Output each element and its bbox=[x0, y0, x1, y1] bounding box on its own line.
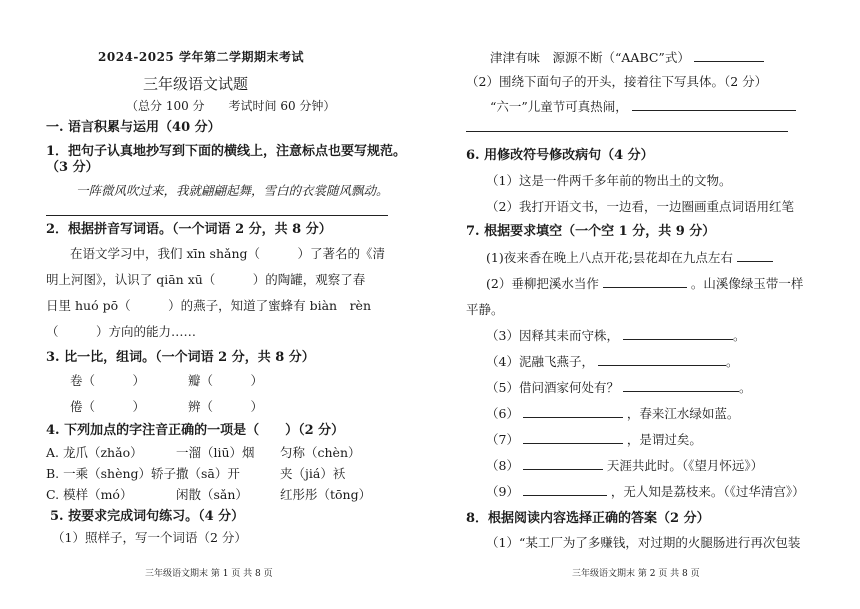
fill-sentence: （3）因释其耒而守株， 。 bbox=[486, 328, 746, 343]
option-a-word: 匀称（chèn） bbox=[280, 445, 361, 460]
fill-sentence: 平静。 bbox=[466, 302, 504, 317]
compare-item: 倦（ ） bbox=[70, 399, 146, 414]
page-footer: 三年级语文期末 第 1 页 共 8 页 bbox=[145, 569, 273, 579]
option-b: B. 一乘（shèng）轿子 bbox=[46, 466, 177, 481]
answer-blank[interactable] bbox=[623, 380, 739, 392]
question-2-line: 日里 huó pō（ ）的燕子，知道了蜜蜂有 biàn rèn bbox=[46, 298, 372, 313]
answer-blank[interactable] bbox=[623, 328, 733, 340]
page-footer: 三年级语文期末 第 2 页 共 8 页 bbox=[572, 569, 700, 579]
question-3-title: 3. 比一比，组词。（一个词语 2 分，共 8 分） bbox=[46, 350, 315, 365]
question-1-title: 1．把句子认真地抄写到下面的横线上，注意标点也要写规范。 bbox=[46, 144, 407, 159]
answer-blank[interactable] bbox=[523, 484, 607, 496]
question-7-title: 7. 根据要求填空（一个空 1 分，共 9 分） bbox=[466, 224, 716, 239]
question-2-line: 在语文学习中，我们 xīn shǎng（ ）了著名的《清 bbox=[70, 246, 386, 261]
compare-item: 卷（ ） bbox=[70, 373, 146, 388]
fill-sentence: （9） ，无人知是荔枝来。（《过华清宫》） bbox=[486, 484, 805, 499]
fill-sentence: (1)夜来香在晚上八点开花;昙花却在九点左右 bbox=[486, 250, 773, 265]
answer-blank[interactable] bbox=[598, 354, 726, 366]
option-c-word: 红彤彤（tōng） bbox=[280, 487, 372, 502]
question-1-sentence: 一阵微风吹过来，我就翩翩起舞，雪白的衣裳随风飘动。 bbox=[76, 183, 389, 198]
option-c: C. 模样（mó） bbox=[46, 487, 133, 502]
question-5-sub: （1）照样子，写一个词语（2 分） bbox=[52, 530, 247, 545]
answer-blank[interactable] bbox=[632, 99, 796, 111]
compare-item: 瓣（ ） bbox=[188, 373, 264, 388]
exam-title: 2024-2025 学年第二学期期末考试 bbox=[98, 50, 304, 64]
compare-item: 辨（ ） bbox=[188, 399, 264, 414]
question-2-line: （ ）方向的能力…… bbox=[46, 324, 197, 339]
section-heading: 一. 语言积累与运用（40 分） bbox=[46, 120, 221, 135]
exam-page-2 bbox=[430, 0, 860, 609]
option-a: A. 龙爪（zhǎo） bbox=[46, 445, 143, 460]
answer-blank[interactable] bbox=[737, 250, 773, 262]
paper-title: 三年级语文试题 bbox=[143, 75, 249, 93]
question-8-title: 8．根据阅读内容选择正确的答案（2 分） bbox=[466, 511, 710, 526]
sick-sentence: （2）我打开语文书，一边看，一边圈画重点词语用红笔 bbox=[486, 199, 794, 214]
fill-sentence: （7） ，是谓过矣。 bbox=[486, 432, 702, 447]
reading-sentence: （1）“某工厂为了多赚钱，对过期的火腿肠进行再次包装 bbox=[486, 535, 801, 550]
answer-blank[interactable] bbox=[523, 406, 623, 418]
writing-start: “六一”儿童节可真热闹， bbox=[490, 99, 796, 114]
question-5-sub: （2）围绕下面句子的开头，接着往下写具体。（2 分） bbox=[466, 74, 768, 89]
question-2-title: 2．根据拼音写词语。（一个词语 2 分，共 8 分） bbox=[46, 222, 332, 237]
answer-blank[interactable] bbox=[694, 50, 764, 62]
question-6-title: 6. 用修改符号修改病句（4 分） bbox=[466, 148, 654, 163]
answer-blank[interactable] bbox=[523, 432, 623, 444]
answer-blank[interactable] bbox=[603, 276, 687, 288]
option-b-word: 撒（sā）开 bbox=[176, 466, 240, 481]
fill-sentence: （8） 天涯共此时。（《望月怀远》） bbox=[486, 458, 764, 473]
answer-blank[interactable] bbox=[523, 458, 603, 470]
answer-line[interactable] bbox=[46, 215, 388, 216]
question-2-line: 明上河图》，认识了 qiān xū（ ）的陶罐，观察了春 bbox=[46, 272, 366, 287]
fill-sentence: （4）泥融飞燕子， 。 bbox=[486, 354, 739, 369]
fill-sentence: （6） ，春来江水绿如蓝。 bbox=[486, 406, 740, 421]
question-5-title: 5. 按要求完成词句练习。（4 分） bbox=[50, 509, 245, 524]
question-4-title: 4. 下列加点的字注音正确的一项是（ ）（2 分） bbox=[46, 423, 345, 438]
option-b-word: 夹（jiá）袄 bbox=[280, 466, 346, 481]
question-1-points: （3 分） bbox=[46, 160, 99, 175]
fill-sentence: (2）垂柳把溪水当作 。山溪像绿玉带一样 bbox=[486, 276, 804, 291]
sick-sentence: （1）这是一件两千多年前的物出土的文物。 bbox=[486, 173, 732, 188]
fill-sentence: （5）借问酒家何处有？ 。 bbox=[486, 380, 752, 395]
exam-info: （总分 100 分 考试时间 60 分钟） bbox=[126, 99, 336, 113]
answer-line[interactable] bbox=[466, 131, 788, 132]
option-a-word: 一溜（liū）烟 bbox=[176, 445, 255, 460]
continued-line: 津津有味 源源不断（“AABC”式） bbox=[490, 50, 764, 65]
option-c-word: 闲散（sǎn） bbox=[176, 487, 248, 502]
